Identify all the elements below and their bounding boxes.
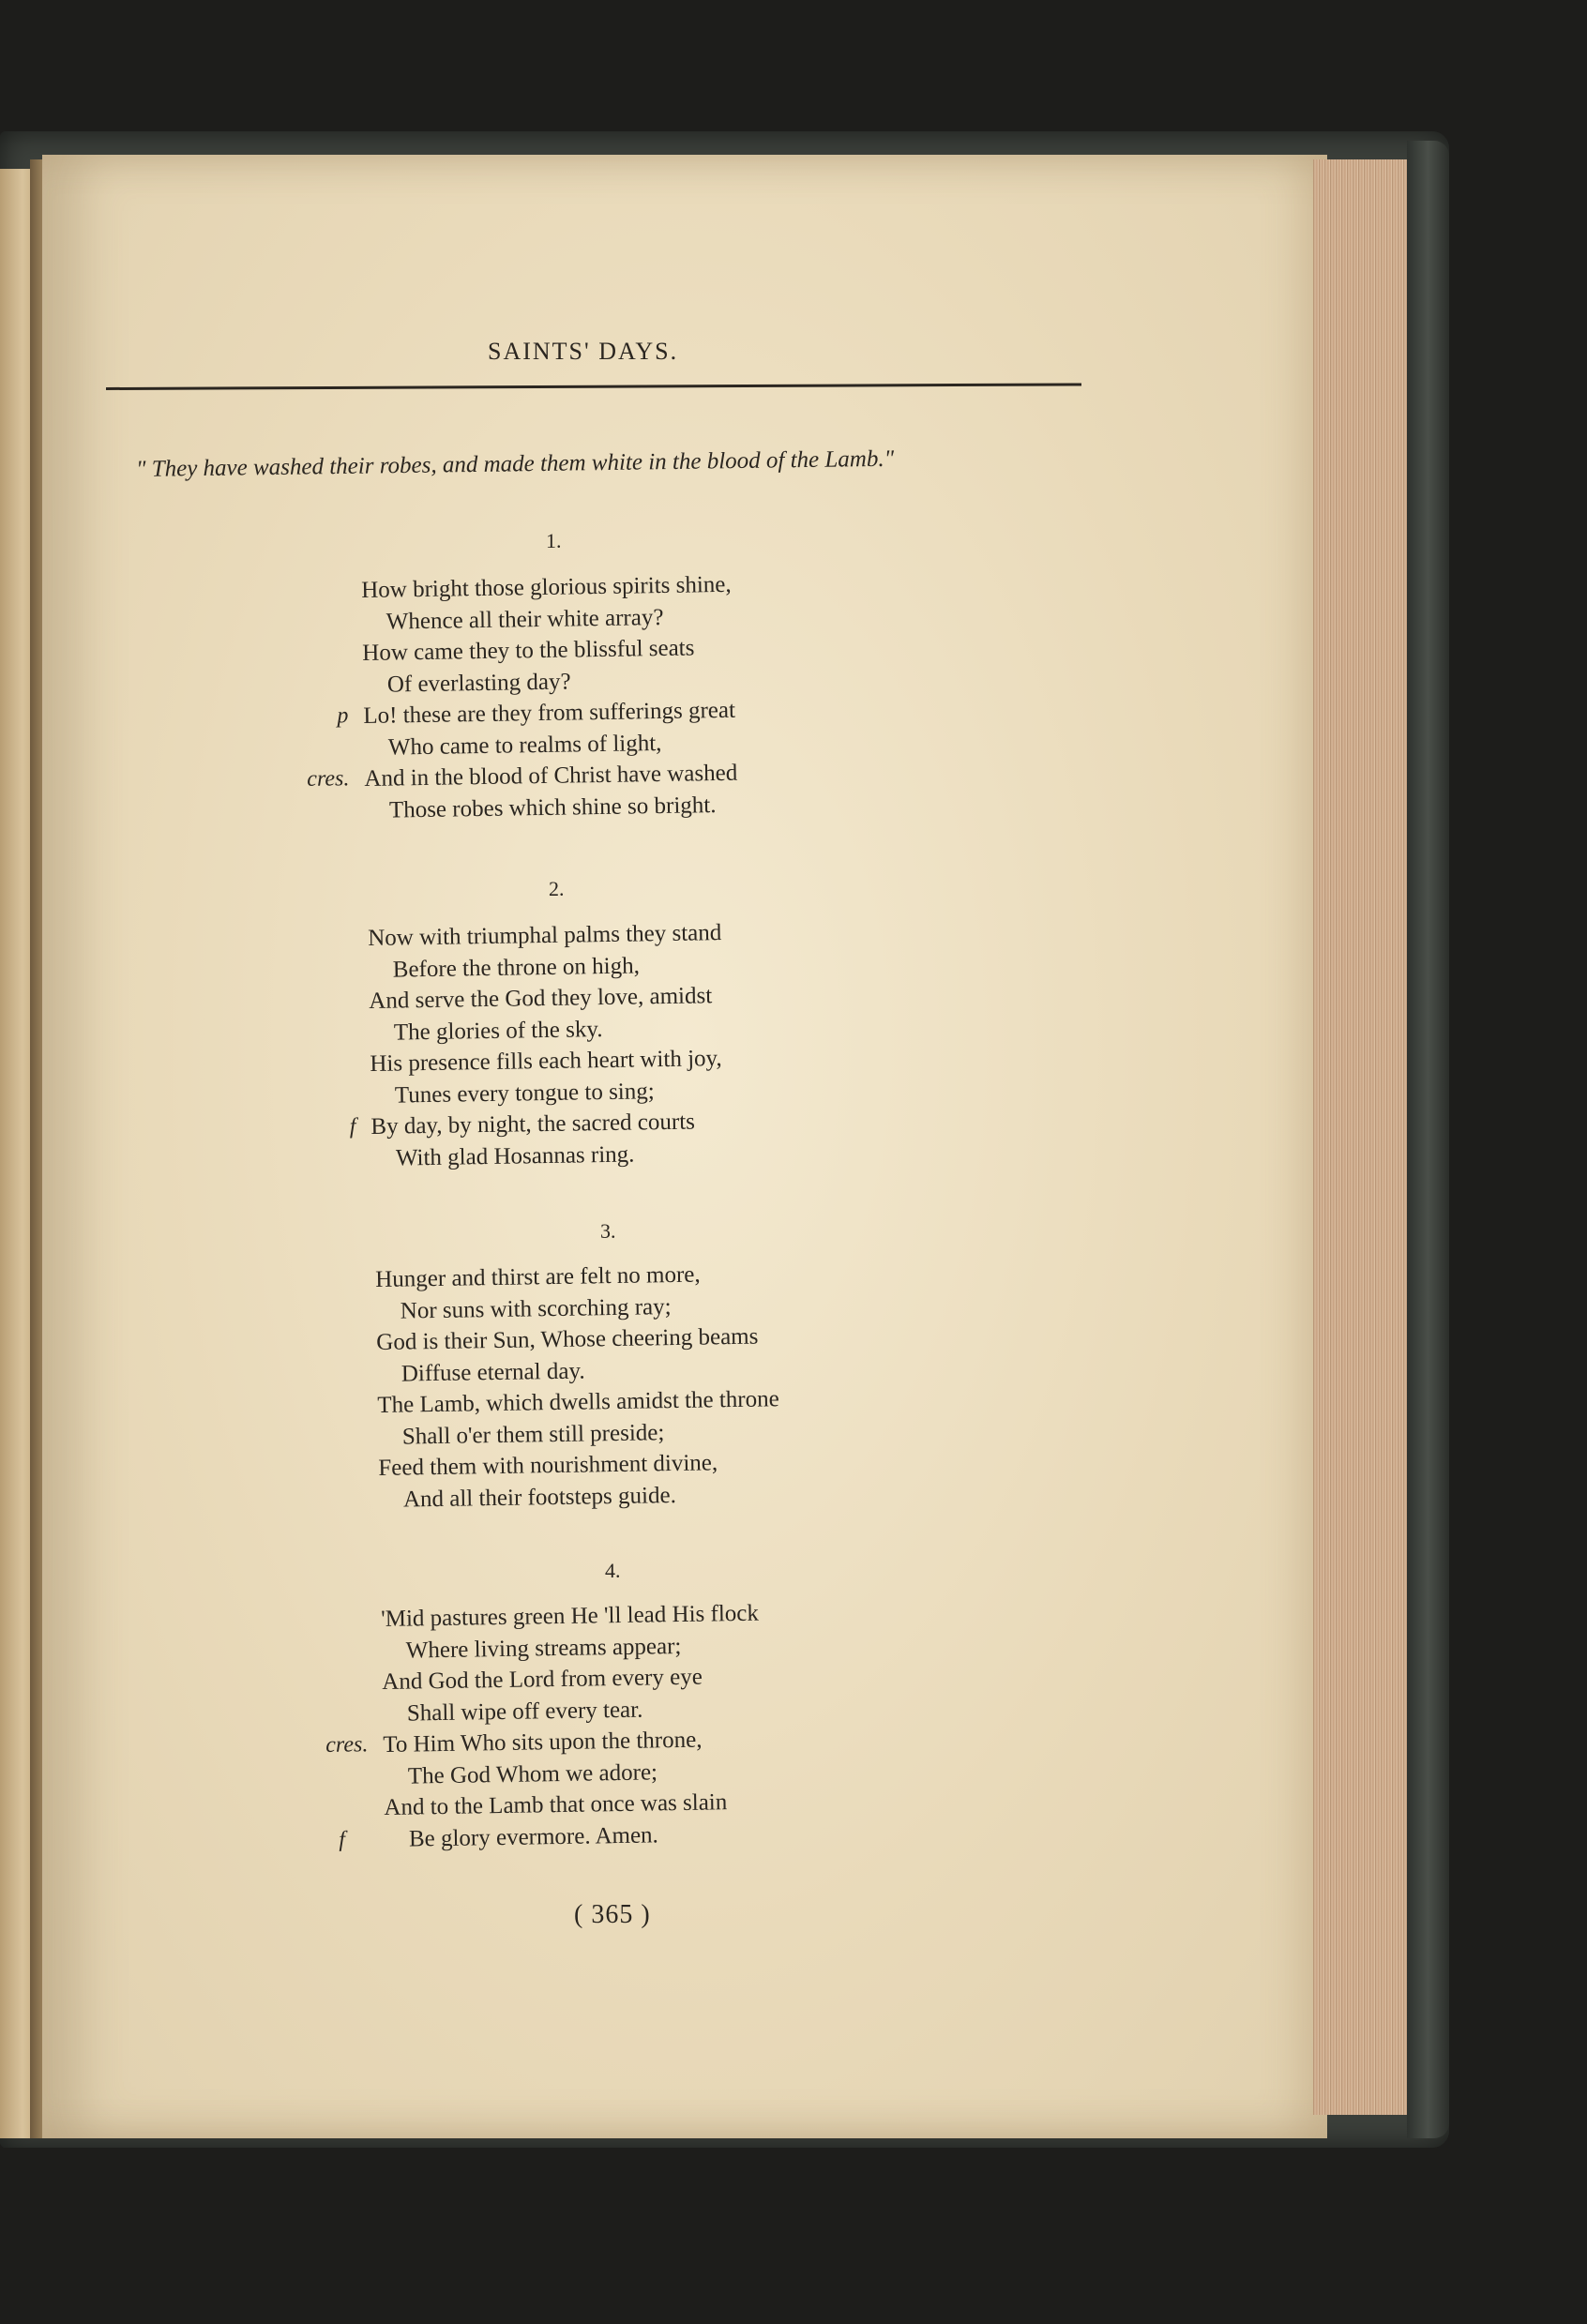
verse-line: The Lamb, which dwells amidst the throne — [377, 1386, 779, 1418]
stanza-2 — [349, 917, 725, 1174]
verse-line: And all their footsteps guide. — [402, 1482, 677, 1513]
verse-line: How bright those glorious spirits shine, — [361, 571, 732, 603]
verse-line: The God Whom we adore; — [407, 1758, 658, 1789]
dynamic-mark: cres. — [307, 766, 350, 792]
verse-line: p Lo! these are they from sufferings great — [363, 695, 736, 732]
verse-line: How came they to the blissful seats — [362, 635, 695, 666]
stanza-number: 2. — [549, 877, 565, 900]
verse-line: And God the Lord from every eye — [382, 1664, 703, 1695]
stanza-3 — [375, 1258, 781, 1516]
dynamic-mark: p — [337, 703, 349, 729]
verse-line: God is their Sun, Whose cheering beams — [376, 1323, 759, 1355]
dynamic-mark: f — [349, 1114, 356, 1139]
verse-line: And to the Lamb that once was slain — [384, 1789, 728, 1820]
verse-line: Before the throne on high, — [392, 952, 641, 983]
verse-line: Who came to realms of light, — [387, 730, 662, 761]
verse-line: cres. And in the blood of Christ have washed — [364, 758, 737, 795]
verse-line: 'Mid pastures green He 'll lead His flock — [381, 1600, 760, 1632]
stanza-number: 1. — [546, 529, 562, 552]
verse-line: Shall wipe off every tear. — [406, 1697, 643, 1727]
verse-line: Feed them with nourishment divine, — [378, 1450, 718, 1481]
verse-line: Hunger and thirst are felt no more, — [375, 1261, 701, 1292]
verse-line: Tunes every tongue to sing; — [394, 1078, 655, 1109]
stanza-4 — [325, 1598, 763, 1855]
verse-line: f By day, by night, the sacred courts — [370, 1106, 725, 1142]
cover-spine-edge — [1407, 141, 1449, 2138]
verse-line: Where living streams appear; — [405, 1633, 682, 1664]
dynamic-mark: cres. — [325, 1732, 369, 1758]
page-number: ( 365 ) — [574, 1900, 651, 1929]
verse-line: His presence fills each heart with joy, — [370, 1046, 722, 1077]
stanza-number: 3. — [600, 1219, 616, 1243]
verse-line: cres. To Him Who sits upon the throne, — [383, 1724, 761, 1761]
verse-line: Shall o'er them still preside; — [401, 1419, 665, 1450]
verse-line: Diffuse eternal day. — [401, 1358, 585, 1387]
stanza-number: 4. — [605, 1559, 621, 1582]
verse-line: Those robes which shine so bright. — [388, 792, 717, 823]
verse-line: Now with triumphal palms they stand — [368, 920, 722, 951]
verse-line: Nor suns with scorching ray; — [400, 1293, 672, 1324]
verse-line: f Be glory evermore. Amen. — [385, 1818, 763, 1855]
verse-line: Of everlasting day? — [386, 669, 571, 698]
epigraph: " They have washed their robes, and made them white in the blood of the Lamb." — [135, 445, 895, 482]
verse-line: The glories of the sky. — [393, 1016, 603, 1046]
page-block-edges — [1313, 159, 1420, 2115]
verse-line: Whence all their white array? — [385, 604, 664, 635]
dynamic-mark: f — [339, 1827, 346, 1852]
verse-line: With glad Hosannas ring. — [395, 1141, 635, 1171]
running-head: SAINTS' DAYS. — [488, 338, 679, 365]
verse-line: And serve the God they love, amidst — [369, 983, 713, 1014]
stanza-1 — [307, 569, 738, 826]
